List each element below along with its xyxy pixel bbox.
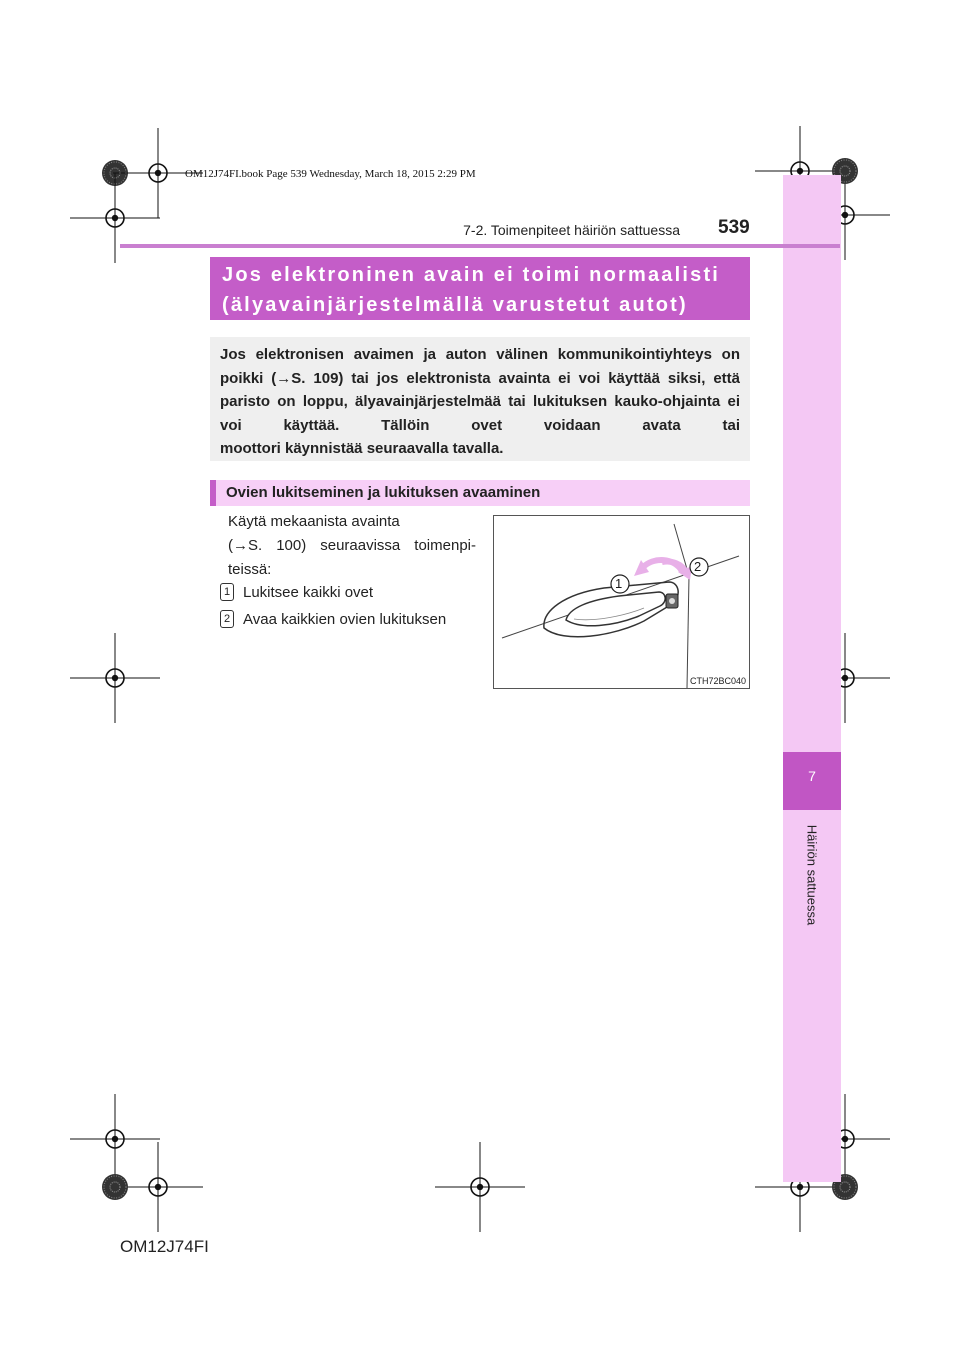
body-line: Käytä mekaanista avainta [228, 513, 400, 530]
crosshair-mark [435, 1142, 525, 1232]
sub-heading: Ovien lukitseminen ja lukituksen avaaminen [210, 480, 750, 506]
page-title [210, 257, 750, 320]
intro-line: siksi, että paristo on loppu, älyavainjärjestelmää tai lukituksen [220, 369, 740, 410]
page-number: 539 [718, 217, 750, 238]
intro-line: on poikki (→S. 109) tai jos elektronista avainta ei voi käyttää [220, 346, 740, 387]
intro-box [210, 337, 750, 461]
book-info: OM12J74FI.book Page 539 Wednesday, March 18, 2015 2:29 PM [185, 168, 476, 180]
step-number-badge: 1 [220, 583, 234, 601]
header-rule [120, 244, 840, 248]
intro-line: Jos elektronisen avaimen ja auton välinen kommunikointiyhteys [220, 346, 712, 363]
chapter-tab-strip [783, 175, 841, 1182]
figure-code: CTH72BC040 [689, 676, 746, 686]
step-number-badge: 2 [220, 610, 234, 628]
starburst-mark [102, 1174, 128, 1200]
step-text: Avaa kaikkien ovien lukituksen [243, 611, 447, 628]
body-text [228, 510, 476, 582]
intro-line: kauko-ohjainta ei voi käyttää. Tällöin ovet voidaan avata tai [220, 393, 741, 434]
step-text: Lukitsee kaikki ovet [243, 584, 374, 601]
door-handle-drawing [494, 516, 749, 688]
body-line: teissä: [228, 561, 272, 578]
section-header: 7-2. Toimenpiteet häiriön sattuessa [463, 222, 680, 238]
figure-label-1: 1 [615, 576, 623, 591]
chapter-number: 7 [808, 768, 816, 784]
chapter-label: Häiriön sattuessa [804, 824, 820, 926]
title-line-1: Jos elektroninen avain ei toimi normaalisti [222, 264, 721, 286]
crosshair-mark [70, 633, 160, 723]
crosshair-mark [70, 173, 160, 263]
title-line-2: (älyavainjärjestelmällä varustetut autot) [222, 294, 688, 316]
step-item [220, 611, 446, 629]
body-line: (→S. 100) seuraavissa toimenpi- [228, 537, 476, 554]
footer-code: OM12J74FI [120, 1237, 209, 1256]
intro-line: moottori käynnistää seuraavalla tavalla. [220, 440, 504, 457]
crosshair-mark [70, 1094, 160, 1184]
door-handle-illustration [493, 515, 750, 689]
step-item [220, 584, 373, 602]
figure-label-2: 2 [694, 559, 702, 574]
